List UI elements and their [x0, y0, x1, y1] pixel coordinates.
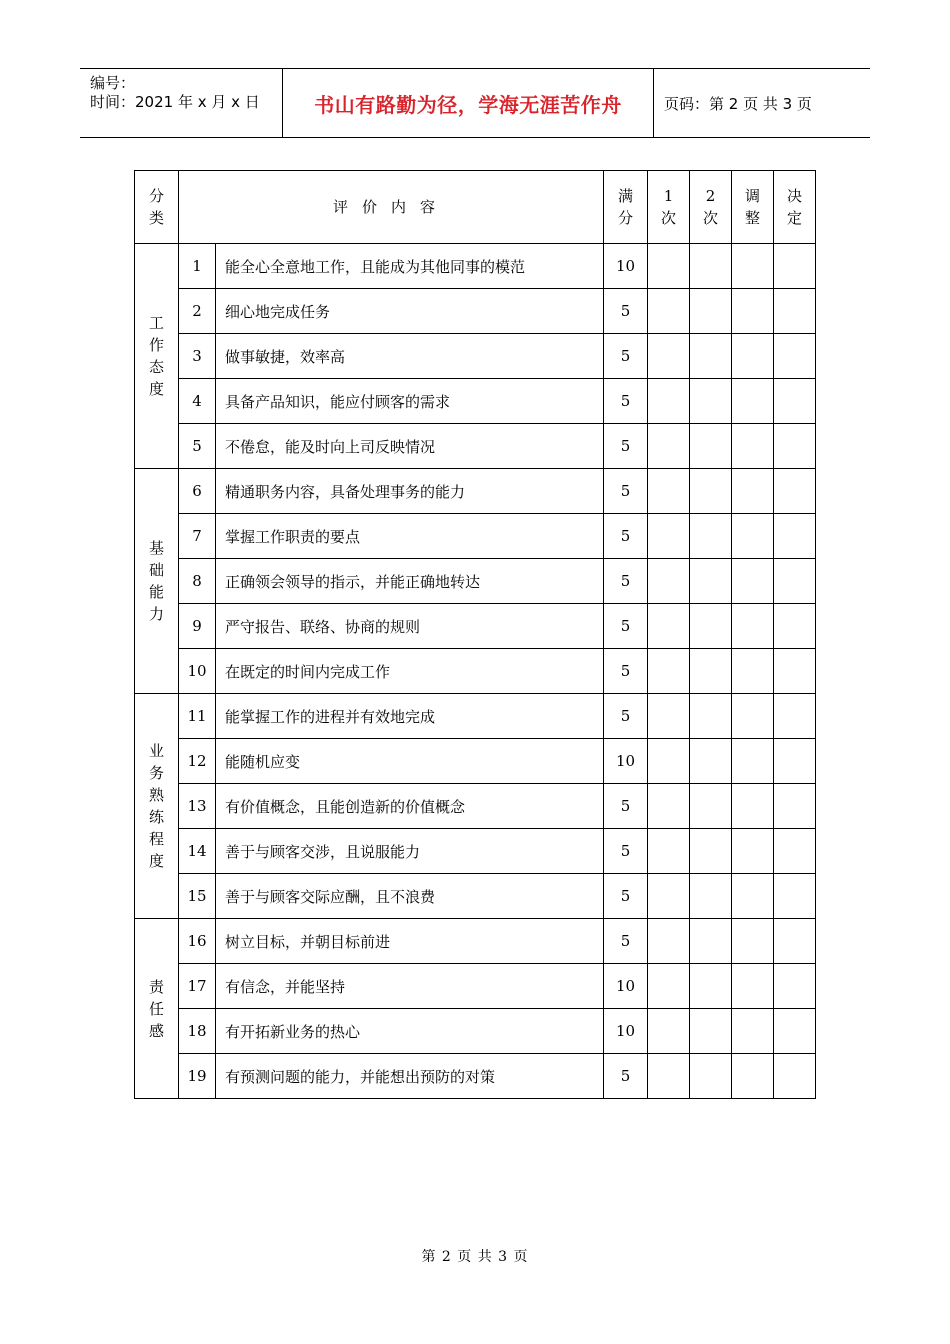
item-number: 14 — [179, 829, 216, 874]
decision-cell — [774, 919, 816, 964]
item-text: 具备产品知识，能应付顾客的需求 — [216, 379, 604, 424]
item-number: 12 — [179, 739, 216, 784]
first-review-cell — [648, 739, 690, 784]
second-review-cell — [690, 784, 732, 829]
second-review-cell — [690, 919, 732, 964]
second-review-cell — [690, 964, 732, 1009]
item-number: 3 — [179, 334, 216, 379]
second-review-cell — [690, 424, 732, 469]
evaluation-table — [134, 170, 816, 1099]
decision-cell — [774, 514, 816, 559]
item-text: 正确领会领导的指示，并能正确地转达 — [216, 559, 604, 604]
decision-cell — [774, 1054, 816, 1099]
header-first-review: 1次 — [648, 171, 690, 244]
item-number: 2 — [179, 289, 216, 334]
adjust-cell — [732, 514, 774, 559]
item-number: 16 — [179, 919, 216, 964]
item-number: 6 — [179, 469, 216, 514]
adjust-cell — [732, 289, 774, 334]
decision-cell — [774, 559, 816, 604]
second-review-cell — [690, 694, 732, 739]
first-review-cell — [648, 424, 690, 469]
item-full-score: 5 — [604, 379, 648, 424]
date-line: 时间：2021 年 x 月 x 日 — [90, 93, 260, 111]
table-row — [135, 694, 816, 739]
header-adjust: 调整 — [732, 171, 774, 244]
second-review-cell — [690, 289, 732, 334]
item-number: 19 — [179, 1054, 216, 1099]
table-row — [135, 964, 816, 1009]
decision-cell — [774, 694, 816, 739]
first-review-cell — [648, 379, 690, 424]
table-row — [135, 874, 816, 919]
first-review-cell — [648, 784, 690, 829]
header-motto-cell — [282, 69, 654, 137]
table-row — [135, 469, 816, 514]
adjust-cell — [732, 649, 774, 694]
second-review-cell — [690, 244, 732, 289]
decision-cell — [774, 649, 816, 694]
item-full-score: 10 — [604, 964, 648, 1009]
adjust-cell — [732, 469, 774, 514]
item-full-score: 5 — [604, 559, 648, 604]
second-review-cell — [690, 1054, 732, 1099]
second-review-cell — [690, 829, 732, 874]
header-meta — [80, 69, 282, 137]
decision-cell — [774, 784, 816, 829]
adjust-cell — [732, 244, 774, 289]
item-full-score: 10 — [604, 739, 648, 784]
item-text: 能掌握工作的进程并有效地完成 — [216, 694, 604, 739]
second-review-cell — [690, 379, 732, 424]
table-row — [135, 1054, 816, 1099]
item-number: 10 — [179, 649, 216, 694]
document-header — [80, 68, 870, 138]
adjust-cell — [732, 334, 774, 379]
decision-cell — [774, 334, 816, 379]
first-review-cell — [648, 469, 690, 514]
table-row — [135, 424, 816, 469]
item-full-score: 5 — [604, 424, 648, 469]
first-review-cell — [648, 964, 690, 1009]
table-row — [135, 784, 816, 829]
decision-cell — [774, 289, 816, 334]
table-row — [135, 919, 816, 964]
item-text: 细心地完成任务 — [216, 289, 604, 334]
item-number: 4 — [179, 379, 216, 424]
item-text: 有预测问题的能力，并能想出预防的对策 — [216, 1054, 604, 1099]
item-number: 1 — [179, 244, 216, 289]
page-footer: 第 2 页 共 3 页 — [421, 1249, 529, 1265]
item-number: 9 — [179, 604, 216, 649]
adjust-cell — [732, 694, 774, 739]
second-review-cell — [690, 874, 732, 919]
table-header-row — [135, 171, 816, 244]
adjust-cell — [732, 739, 774, 784]
item-text: 精通职务内容，具备处理事务的能力 — [216, 469, 604, 514]
decision-cell — [774, 604, 816, 649]
item-number: 8 — [179, 559, 216, 604]
second-review-cell — [690, 1009, 732, 1054]
decision-cell — [774, 379, 816, 424]
item-number: 15 — [179, 874, 216, 919]
table-row — [135, 334, 816, 379]
first-review-cell — [648, 919, 690, 964]
adjust-cell — [732, 379, 774, 424]
decision-cell — [774, 1009, 816, 1054]
item-full-score: 5 — [604, 469, 648, 514]
header-decision: 决定 — [774, 171, 816, 244]
item-full-score: 5 — [604, 784, 648, 829]
item-full-score: 5 — [604, 694, 648, 739]
motto: 书山有路勤为径，学海无涯苦作舟 — [314, 92, 622, 117]
adjust-cell — [732, 604, 774, 649]
page-info: 页码：第 2 页 共 3 页 — [664, 94, 812, 113]
header-full-score: 满分 — [604, 171, 648, 244]
header-category: 分类 — [135, 171, 179, 244]
category-cell: 责任感 — [135, 919, 179, 1099]
table-row — [135, 739, 816, 784]
second-review-cell — [690, 334, 732, 379]
first-review-cell — [648, 289, 690, 334]
item-full-score: 5 — [604, 334, 648, 379]
item-text: 有价值概念，且能创造新的价值概念 — [216, 784, 604, 829]
decision-cell — [774, 424, 816, 469]
first-review-cell — [648, 514, 690, 559]
first-review-cell — [648, 604, 690, 649]
table-row — [135, 244, 816, 289]
item-number: 7 — [179, 514, 216, 559]
table-row — [135, 1009, 816, 1054]
first-review-cell — [648, 1054, 690, 1099]
table-row — [135, 514, 816, 559]
item-number: 5 — [179, 424, 216, 469]
decision-cell — [774, 829, 816, 874]
item-full-score: 5 — [604, 604, 648, 649]
first-review-cell — [648, 694, 690, 739]
item-full-score: 5 — [604, 649, 648, 694]
second-review-cell — [690, 469, 732, 514]
item-full-score: 5 — [604, 514, 648, 559]
second-review-cell — [690, 739, 732, 784]
category-cell: 工作态度 — [135, 244, 179, 469]
adjust-cell — [732, 559, 774, 604]
table-row — [135, 829, 816, 874]
table-row — [135, 604, 816, 649]
item-full-score: 5 — [604, 1054, 648, 1099]
code-label: 编号： — [90, 74, 136, 92]
adjust-cell — [732, 829, 774, 874]
adjust-cell — [732, 784, 774, 829]
first-review-cell — [648, 874, 690, 919]
item-full-score: 5 — [604, 289, 648, 334]
item-text: 掌握工作职责的要点 — [216, 514, 604, 559]
second-review-cell — [690, 514, 732, 559]
table-row — [135, 559, 816, 604]
adjust-cell — [732, 1009, 774, 1054]
adjust-cell — [732, 1054, 774, 1099]
second-review-cell — [690, 649, 732, 694]
header-content: 评价内容 — [179, 171, 604, 244]
item-text: 不倦怠，能及时向上司反映情况 — [216, 424, 604, 469]
item-text: 善于与顾客交涉，且说服能力 — [216, 829, 604, 874]
first-review-cell — [648, 1009, 690, 1054]
item-text: 有开拓新业务的热心 — [216, 1009, 604, 1054]
item-full-score: 10 — [604, 244, 648, 289]
adjust-cell — [732, 874, 774, 919]
category-cell: 基础能力 — [135, 469, 179, 694]
item-text: 在既定的时间内完成工作 — [216, 649, 604, 694]
decision-cell — [774, 964, 816, 1009]
second-review-cell — [690, 604, 732, 649]
category-cell: 业务熟练程度 — [135, 694, 179, 919]
table-row — [135, 379, 816, 424]
item-number: 13 — [179, 784, 216, 829]
item-number: 18 — [179, 1009, 216, 1054]
decision-cell — [774, 874, 816, 919]
adjust-cell — [732, 964, 774, 1009]
second-review-cell — [690, 559, 732, 604]
decision-cell — [774, 469, 816, 514]
header-second-review: 2次 — [690, 171, 732, 244]
item-text: 严守报告、联络、协商的规则 — [216, 604, 604, 649]
decision-cell — [774, 739, 816, 784]
adjust-cell — [732, 424, 774, 469]
item-full-score: 5 — [604, 829, 648, 874]
item-text: 善于与顾客交际应酬，且不浪费 — [216, 874, 604, 919]
item-text: 有信念，并能坚持 — [216, 964, 604, 1009]
first-review-cell — [648, 559, 690, 604]
item-full-score: 10 — [604, 1009, 648, 1054]
decision-cell — [774, 244, 816, 289]
item-full-score: 5 — [604, 919, 648, 964]
item-text: 能随机应变 — [216, 739, 604, 784]
item-full-score: 5 — [604, 874, 648, 919]
table-row — [135, 289, 816, 334]
first-review-cell — [648, 649, 690, 694]
first-review-cell — [648, 829, 690, 874]
table-row — [135, 649, 816, 694]
adjust-cell — [732, 919, 774, 964]
item-number: 17 — [179, 964, 216, 1009]
item-text: 树立目标，并朝目标前进 — [216, 919, 604, 964]
first-review-cell — [648, 334, 690, 379]
item-text: 做事敏捷，效率高 — [216, 334, 604, 379]
item-number: 11 — [179, 694, 216, 739]
first-review-cell — [648, 244, 690, 289]
item-text: 能全心全意地工作，且能成为其他同事的模范 — [216, 244, 604, 289]
